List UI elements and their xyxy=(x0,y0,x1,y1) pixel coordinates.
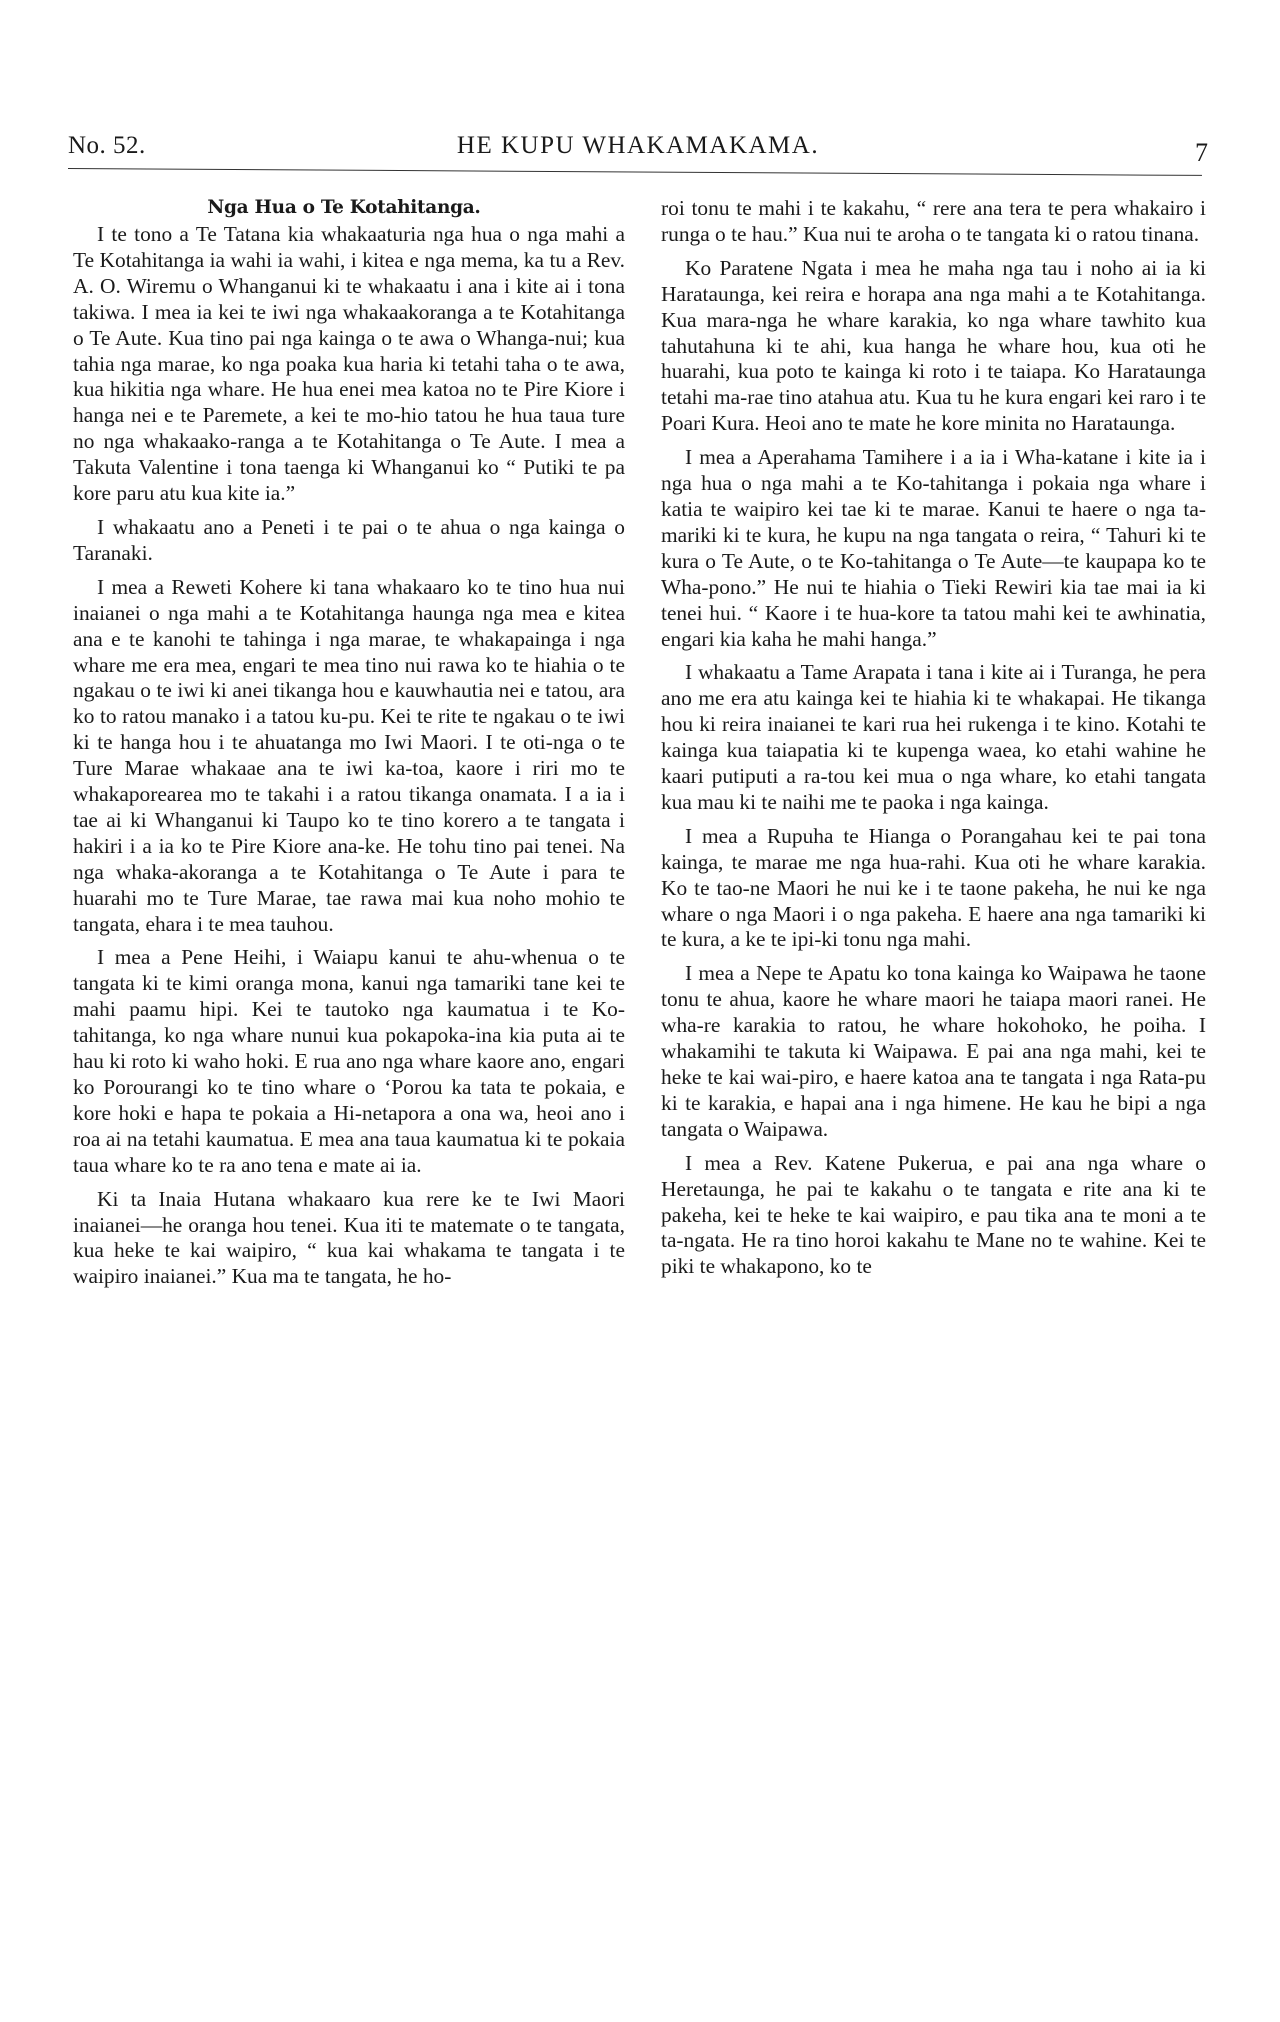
paragraph-heihi: I mea a Pene Heihi, i Waiapu kanui te ahu-whenua o te tangata ki te kimi oranga mona, kanui nga tamariki tane kei te mahi paamu hipi. Kei te tautoko nga kaumatua i te Ko-tahitanga, ko nga whare nunui kua pokapoka-ina kia puta ai te hau ki roto ki waho hoki. E rua ano nga whare kaore ano, engari ko Porourangi ko te tino whare o ‘Porou ka tata te pokaia, e kore hoki e hapa te pokaia a Hi-netapora a ona wa, heoi ano i roa ai na tetahi kaumatua. E mea ana taua kaumatua ki te pokaia taua whare ko te ra ano tena e mate ai ia. xyxy=(73,945,625,1177)
newspaper-title: HE KUPU WHAKAMAKAMA. xyxy=(456,132,820,159)
paragraph-apatu: I mea a Nepe te Apatu ko tona kainga ko Waipawa he taone tonu te ahua, kaore he whare maori he taiapa maori ranei. He wha-re karakia to ratou, he whare hokohoko, he poiha. I whakamihi te takuta ki Waipawa. E pai ana nga mahi, kei te heke te kai wai-piro, e haere katoa ana te tangata i nga Rata-pu ki te karakia, e hapai ana i nga himene. He kau he bipi a nga tangata o Waipawa. xyxy=(661,961,1206,1141)
header-rule xyxy=(68,168,1202,176)
paragraph-pukerua: I mea a Rev. Katene Pukerua, e pai ana nga whare o Heretaunga, he pai te kakahu o te tangata e rite ana ki te pakeha, kei te heke te kai waipiro, e pau tika ana te moni a te ta-ngata. He ra tino horoi kakahu te Mane no te wahine. Kei te piki te whakapono, ko te xyxy=(661,1150,1206,1279)
paragraph-hianga: I mea a Rupuha te Hianga o Porangahau kei te pai tona kainga, te marae me nga hua-rahi. Kua oti he whare karakia. Ko te tao-ne Maori he nui ke i te taone pakeha, he nui ke nga whare o nga Maori i o nga pakeha. E haere ana nga tamariki ki te kura, a ke te ipi-ki tonu nga mahi. xyxy=(661,823,1206,952)
paragraph-arapata: I whakaatu a Tame Arapata i tana i kite ai i Turanga, he pera ano me era atu kainga kei te hiahia ki te whakapai. He tikanga hou ki reira inaianei te kari rua hei rukenga i te kino. Kotahi te kainga kua taiapatia ki te kupenga waea, ko etahi wahine he kaari putiputi a ra-tou kei mua o nga whare, ko etahi tangata kua mau ki te naihi me te paoka i nga kainga. xyxy=(661,660,1206,814)
right-column xyxy=(661,196,1206,1288)
left-column xyxy=(73,196,625,1298)
paragraph-peneti: I whakaatu ano a Peneti i te pai o te ahua o nga kainga o Taranaki. xyxy=(73,514,625,565)
paragraph-wiremu: I te tono a Te Tatana kia whakaaturia nga hua o nga mahi a Te Kotahitanga ia wahi ia wahi, i kitea e nga mema, ka tu a Rev. A. O. Wiremu o Whanganui ki te whakaatu i ana i kite ai i tona takiwa. I mea ia kei te iwi nga whakaakoranga a te Kotahitanga o Te Aute. Kua tino pai nga kainga o te awa o Whanga-nui; kua tahia nga marae, ko nga poaka kua haria ki tetahi taha o te awa, kua hikitia nga whare. He hua enei mea katoa no te Pire Kiore i hanga nei e te Paremete, a kei te mo-hio tatou he hua taua ture no nga whakaako-ranga a te Kotahitanga o Te Aute. I mea a Takuta Valentine i tona taenga ki Whanganui ko “ Putiki te pa kore paru atu kua kite ia.” xyxy=(73,222,625,506)
paragraph-hutana-continued: roi tonu te mahi i te kakahu, “ rere ana tera te pera whakairo i runga o te hau.” Kua nui te aroha o te tangata ki o ratou tinana. xyxy=(661,196,1206,246)
paragraph-kohere: I mea a Reweti Kohere ki tana whakaaro ko te tino hua nui inaianei o nga mahi a te Kotahitanga haunga nga mea e kitea ana e te kanohi te tahinga i nga marae, te whakapainga i nga whare me era mea, engari te mea tino nui rawa ko te hiahia o te ngakau o te iwi ki anei tikanga hou e kauwhautia nei e tatou, ara ko to ratou manako i a tatou ku-pu. Kei te rite te ngakau o te iwi ki te hanga hou i te ahuatanga mo Iwi Maori. I te oti-nga o te Ture Marae whakaae ana te iwi ka-toa, kaore i riri mo te whakaporearea mo te takahi i a ratou tikanga onamata. I a ia i tae ai ki Whanganui ki Taupo ko te tino korero a te tangata i hakiri i a ia ko te Pire Kiore ana-ke. He tohu tino pai tenei. Na nga whaka-akoranga a te Kotahitanga o Te Aute i para te huarahi mo te Ture Marae, tae rawa mai kua noho mohio te tangata, ehara i te mea tauhou. xyxy=(73,574,625,936)
paragraph-ngata: Ko Paratene Ngata i mea he maha nga tau i noho ai ia ki Harataunga, kei reira e horapa ana nga mahi a te Kotahitanga. Kua mara-nga he whare karakia, ko nga whare tawhito kua tahutahuna ki te ahi, kua hanga he whare hou, kua oti he huarahi, kua poto te kainga ki roto i te taiapa. Ko Harataunga tetahi ma-rae tino atahua atu. Kua tu he kura engari kei raro i te Poari Kura. Heoi ano te mate he kore minita no Harataunga. xyxy=(661,255,1206,436)
page-header xyxy=(68,118,1208,166)
paragraph-hutana: Ki ta Inaia Hutana whakaaro kua rere ke te Iwi Maori inaianei—he oranga hou tenei. Kua iti te matemate o te tangata, kua heke te kai waipiro, “ kua kai whakama te tangata i te waipiro inaianei.” Kua ma te tangata, he ho- xyxy=(73,1186,625,1289)
issue-number: No. 52. xyxy=(68,132,146,159)
page-number: 7 xyxy=(1195,138,1208,167)
article-heading: Nga Hua o Te Kotahitanga. xyxy=(207,197,481,218)
paragraph-tamihere: I mea a Aperahama Tamihere i a ia i Wha-katane i kite ia i nga hua o nga mahi a te Ko-tahitanga i pokaia nga whare i katia te waipiro kei tae ki te marae. Kanui te haere o nga ta-mariki ki te kura, he kupu na nga tangata o reira, “ Tahuri ki te kura o Te Aute, o te Ko-tahitanga o Te Aute—te kaupapa ko te Wha-pono.” He nui te hiahia o Tieki Rewiri kia tae mai ia ki tenei hui. “ Kaore i te hua-kore ta tatou mahi kei te awhinatia, engari kia kaha he mahi hanga.” xyxy=(661,445,1206,651)
